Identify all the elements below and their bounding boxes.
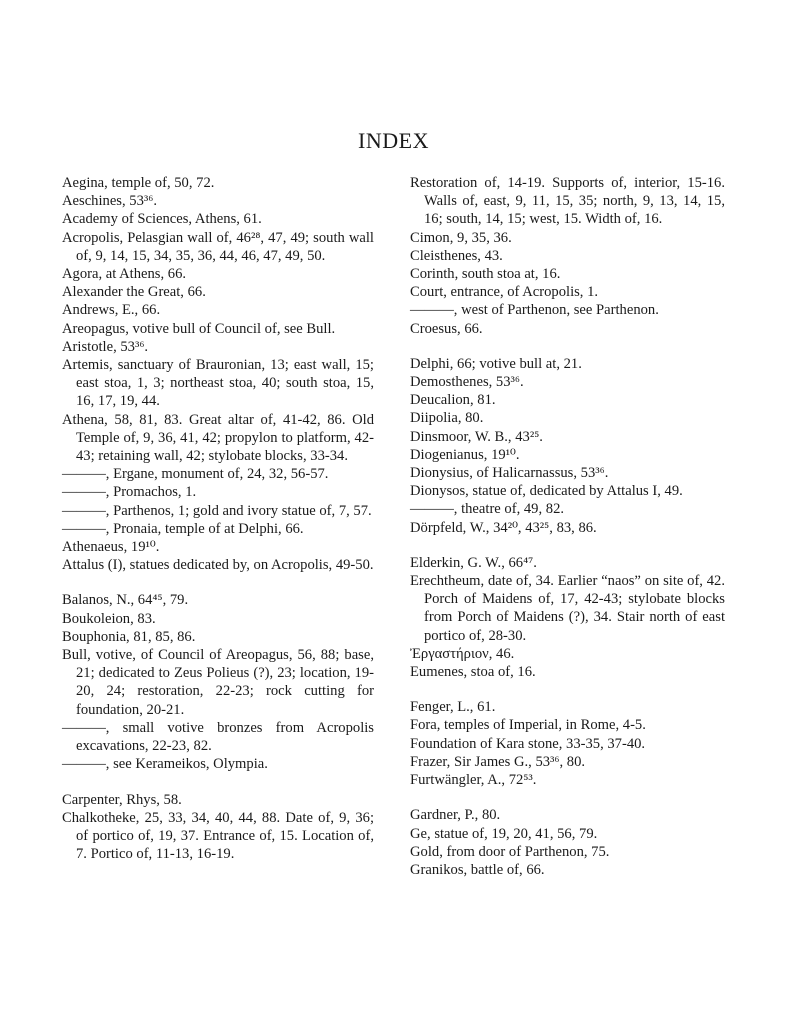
index-entry: Academy of Sciences, Athens, 61. <box>62 211 262 228</box>
index-entry: Andrews, E., 66. <box>62 302 161 319</box>
index-entry: Fora, temples of Imperial, in Rome, 4-5. <box>410 717 646 734</box>
index-column-left <box>62 174 374 863</box>
index-entry: Fenger, L., 61. <box>410 699 496 716</box>
index-entry: ———, Ergane, monument of, 24, 32, 56-57. <box>62 466 329 483</box>
index-entry: Granikos, battle of, 66. <box>410 861 545 878</box>
index-entry: Court, entrance, of Acropolis, 1. <box>410 284 599 301</box>
index-entry: Ἐργαστήριον, 46. <box>410 645 515 662</box>
index-entry: Diogenianus, 19¹⁰. <box>410 446 520 463</box>
index-entry: ———, small votive bronzes from Acropolis excavations, 22-23, 82. <box>62 719 374 755</box>
index-entry: Ge, statue of, 19, 20, 41, 56, 79. <box>410 825 598 842</box>
index-entry: Deucalion, 81. <box>410 392 496 409</box>
index-entry: ———, Parthenos, 1; gold and ivory statue of, 7, 57. <box>62 502 372 519</box>
index-entry: Diipolia, 80. <box>410 410 484 427</box>
index-entry: Frazer, Sir James G., 53³⁶, 80. <box>410 753 586 770</box>
index-entry: Elderkin, G. W., 66⁴⁷. <box>410 554 537 571</box>
index-entry: Artemis, sanctuary of Brauronian, 13; east wall, 15; east stoa, 1, 3; northeast stoa, 40; south stoa, 15, 16, 17, 19, 44. <box>62 357 374 410</box>
index-entry: Boukoleion, 83. <box>62 610 156 627</box>
index-entry: ———, see Kerameikos, Olympia. <box>62 756 268 773</box>
index-entry: Eumenes, stoa of, 16. <box>410 664 536 681</box>
index-entry: Furtwängler, A., 72⁵³. <box>410 772 537 789</box>
letter-group-gap <box>410 537 725 554</box>
index-entry: Acropolis, Pelasgian wall of, 46²⁸, 47, 49; south wall of, 9, 14, 15, 34, 35, 36, 44, 46, 47, 49, 50. <box>62 229 374 264</box>
index-entry: Dionysius, of Halicarnassus, 53³⁶. <box>410 465 609 482</box>
letter-group-gap <box>62 774 374 791</box>
index-entry: Croesus, 66. <box>410 320 483 337</box>
index-entry: Restoration of, 14-19. Supports of, interior, 15-16. Walls of, east, 9, 11, 15, 35; north, 9, 13, 14, 15, 16; south, 14, 15; west, 15. Width of, 16. <box>410 175 725 228</box>
index-entry: Athena, 58, 81, 83. Great altar of, 41-42, 86. Old Temple of, 9, 36, 41, 42; propylon to platform, 42-43; retaining wall, 42; stylobate blocks, 33-34. <box>62 411 374 465</box>
index-entry: Attalus (I), statues dedicated by, on Acropolis, 49-50. <box>62 557 374 574</box>
index-entry: Erechtheum, date of, 34. Earlier “naos” on site of, 42. Porch of Maidens of, 17, 42-43; stylobate blocks from Porch of Maidens (?), 34. Stair north of east portico of, 28-30. <box>410 573 725 644</box>
index-entry: Dinsmoor, W. B., 43²⁵. <box>410 428 543 445</box>
index-entry: Agora, at Athens, 66. <box>62 266 187 283</box>
index-entry: Aegina, temple of, 50, 72. <box>62 175 215 191</box>
index-entry: Bull, votive, of Council of Areopagus, 56, 88; base, 21; dedicated to Zeus Polieus (?), 23; location, 19-20, 24; restoration, 22-23; rock cutting for foundation, 20-21. <box>62 647 374 718</box>
index-entry: Demosthenes, 53³⁶. <box>410 374 524 391</box>
index-entry: ———, theatre of, 49, 82. <box>410 501 565 518</box>
index-entry: Athenaeus, 19¹⁰. <box>62 539 160 556</box>
index-entry: ———, west of Parthenon, see Parthenon. <box>410 302 659 319</box>
letter-group-gap <box>62 574 374 591</box>
index-entry: Foundation of Kara stone, 33-35, 37-40. <box>410 735 646 752</box>
index-entry: Gold, from door of Parthenon, 75. <box>410 843 610 860</box>
index-entry: Aeschines, 53³⁶. <box>62 193 157 210</box>
index-entry: Corinth, south stoa at, 16. <box>410 266 561 283</box>
index-entry: Balanos, N., 64⁴⁵, 79. <box>62 592 189 609</box>
index-entry: Areopagus, votive bull of Council of, see Bull. <box>62 320 336 337</box>
letter-group-gap <box>410 681 725 698</box>
letter-group-gap <box>410 338 725 355</box>
index-entry: Alexander the Great, 66. <box>62 284 206 301</box>
index-entry: Carpenter, Rhys, 58. <box>62 791 182 808</box>
index-entry: Aristotle, 53³⁶. <box>62 338 149 355</box>
index-entry: Cleisthenes, 43. <box>410 247 503 264</box>
index-entry: Chalkotheke, 25, 33, 34, 40, 44, 88. Date of, 9, 36; of portico of, 19, 37. Entrance of, 15. Location of, 7. Portico of, 11-13, 16-19. <box>62 809 374 863</box>
index-entry: Delphi, 66; votive bull at, 21. <box>410 355 582 372</box>
index-entry: Gardner, P., 80. <box>410 807 501 824</box>
letter-group-gap <box>410 789 725 806</box>
index-entry: Cimon, 9, 35, 36. <box>410 229 512 246</box>
page-title: INDEX <box>358 128 429 153</box>
index-entry: Dörpfeld, W., 34²⁰, 43²⁵, 83, 86. <box>410 519 597 536</box>
index-entry: ———, Promachos, 1. <box>62 484 197 501</box>
index-column-right <box>410 174 725 879</box>
index-entry: Bouphonia, 81, 85, 86. <box>62 628 196 645</box>
index-entry: Dionysos, statue of, dedicated by Attalus I, 49. <box>410 483 683 500</box>
index-entry: ———, Pronaia, temple of at Delphi, 66. <box>62 520 304 537</box>
